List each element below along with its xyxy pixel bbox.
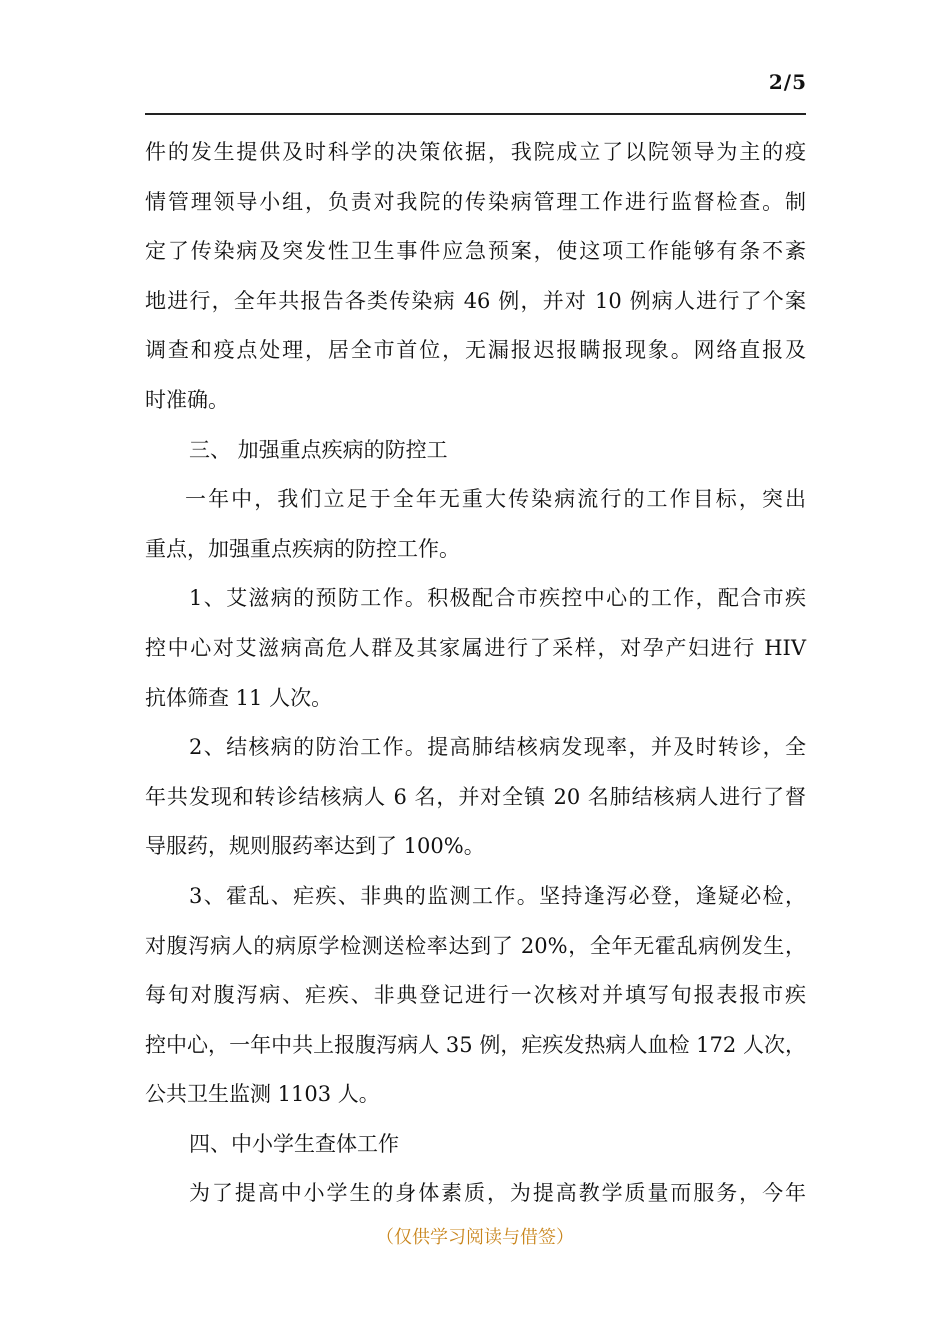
text-line: 控中心对艾滋病高危人群及其家属进行了采样，对孕产妇进行 HIV	[145, 635, 806, 660]
footer-note: （仅供学习阅读与借签）	[376, 1227, 574, 1248]
text-line: 2、结核病的防治工作。提高肺结核病发现率，并及时转诊，全	[189, 735, 806, 760]
section-heading: 三、 加强重点疾病的防控工	[189, 437, 448, 462]
text-line: 定了传染病及突发性卫生事件应急预案，使这项工作能够有条不紊	[145, 239, 806, 264]
text-line: 控中心，一年中共上报腹泻病人 35 例，疟疾发热病人血检 172 人次，	[145, 1032, 806, 1057]
page-number: 2/5	[768, 70, 807, 94]
text-line: 地进行，全年共报告各类传染病 46 例，并对 10 例病人进行了个案	[145, 288, 806, 313]
text-line: 抗体筛查 11 人次。	[145, 685, 333, 710]
text-line: 导服药，规则服药率达到了 100%。	[145, 834, 485, 859]
text-line: 情管理领导小组，负责对我院的传染病管理工作进行监督检查。制	[145, 189, 806, 214]
section-heading: 四、中小学生查体工作	[189, 1131, 399, 1156]
text-line: 1、艾滋病的预防工作。积极配合市疾控中心的工作，配合市疾	[189, 586, 806, 611]
text-line: 时准确。	[145, 387, 229, 412]
text-line: 一年中，我们立足于全年无重大传染病流行的工作目标，突出	[185, 487, 806, 512]
text-line: 对腹泻病人的病原学检测送检率达到了 20%，全年无霍乱病例发生，	[145, 933, 806, 958]
text-line: 公共卫生监测 1103 人。	[145, 1082, 380, 1107]
text-line: 重点，加强重点疾病的防控工作。	[145, 536, 460, 561]
text-line: 3、霍乱、疟疾、非典的监测工作。坚持逢泻必登，逢疑必检，	[189, 883, 806, 908]
text-line: 每旬对腹泻病、疟疾、非典登记进行一次核对并填写旬报表报市疾	[145, 983, 806, 1008]
text-line: 调查和疫点处理，居全市首位，无漏报迟报瞒报现象。网络直报及	[145, 338, 806, 363]
text-line: 年共发现和转诊结核病人 6 名，并对全镇 20 名肺结核病人进行了督	[145, 784, 806, 809]
text-line: 件的发生提供及时科学的决策依据，我院成立了以院领导为主的疫	[145, 140, 806, 164]
header-rule	[145, 113, 806, 115]
document-body	[145, 128, 806, 1219]
text-line: 为了提高中小学生的身体素质，为提高教学质量而服务，今年	[189, 1181, 806, 1206]
